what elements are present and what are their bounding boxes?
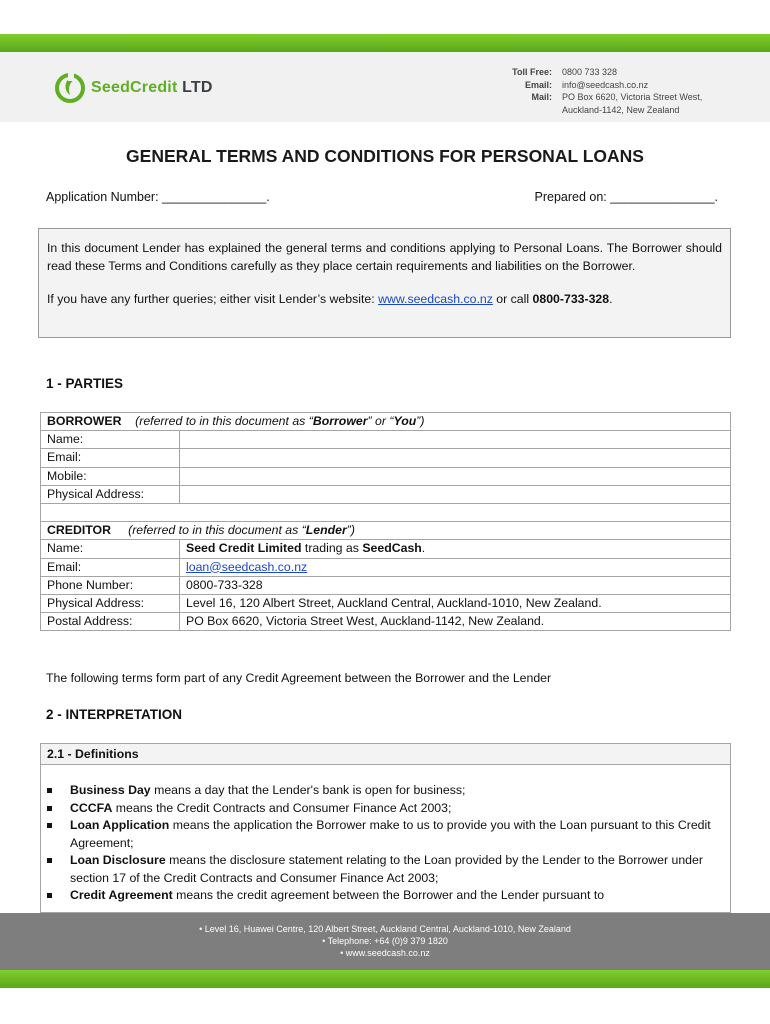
creditor-email-link[interactable]: loan@seedcash.co.nz [186,559,308,574]
toll-free-value: 0800 733 328 [562,67,618,77]
borrower-name-label: Name: [41,431,180,449]
creditor-physical-value: Level 16, 120 Albert Street, Auckland Central, Auckland-1010, New Zealand. [180,594,731,612]
table-row [41,431,731,449]
toll-free-label: Toll Free: [512,67,552,77]
definitions-box [40,743,731,913]
mail-label-blank [488,104,562,117]
creditor-physical-label: Physical Address: [41,594,180,612]
seed-logo-icon [55,73,85,103]
intro-phone: 0800-733-328 [532,292,610,306]
terms-preamble: The following terms form part of any Credit Agreement between the Borrower and the Lender [46,671,552,685]
creditor-header-row [41,522,731,540]
bottom-green-bar [0,970,770,988]
borrower-mobile-field[interactable] [180,467,731,485]
list-item: Business Day means a day that the Lender's bank is open for business; [41,782,721,800]
email-value: info@seedcash.co.nz [562,79,649,90]
contact-block [488,66,762,116]
website-link[interactable]: www.seedcash.co.nz [378,292,493,306]
creditor-name-label: Name: [41,540,180,558]
borrower-address-label: Physical Address: [41,485,180,503]
mail-value-line1: PO Box 6620, Victoria Street West, [562,92,703,102]
borrower-address-field[interactable] [180,485,731,503]
borrower-title: BORROWER [47,414,122,429]
borrower-header-row [41,413,731,431]
mail-label: Mail: [531,92,552,102]
creditor-title: CREDITOR [47,523,111,538]
intro-p2-prefix: If you have any further queries; either visit Lender’s website: [47,292,379,306]
borrower-reference: (referred to in this document as “Borrower” or “You”) [135,414,425,429]
table-row [41,449,731,467]
list-item: Loan Disclosure means the disclosure statement relating to the Loan provided by the Lender to the Borrower under section 17 of the Credit Contracts and Consumer Finance Act 2003; [41,852,721,887]
list-item: Loan Application means the application the Borrower make to us to provide you with the Loan pursuant to this Credit Agreement; [41,817,721,852]
spacer-row [41,503,731,521]
definitions-heading: 2.1 - Definitions [41,744,730,765]
logo-text-primary: SeedCredit [91,79,178,96]
page-footer [0,913,770,970]
creditor-email-label: Email: [41,558,180,576]
table-row [41,485,731,503]
table-row [41,613,731,631]
footer-website: • www.seedcash.co.nz [340,948,430,958]
table-row [41,594,731,612]
section-interpretation-heading: 2 - INTERPRETATION [46,707,183,722]
creditor-postal-value: PO Box 6620, Victoria Street West, Auckland-1142, New Zealand. [180,613,731,631]
creditor-name-value: Seed Credit Limited trading as SeedCash. [180,540,731,558]
intro-p2-mid: or call [492,292,533,306]
logo-text-ltd: LTD [182,79,213,96]
mail-value-line2: Auckland-1142, New Zealand [562,104,680,115]
creditor-reference: (referred to in this document as “Lender”) [128,523,355,538]
list-item: CCCFA means the Credit Contracts and Consumer Finance Act 2003; [41,800,721,818]
list-item: Credit Agreement means the credit agreement between the Borrower and the Lender pursuant to [41,887,721,905]
borrower-mobile-label: Mobile: [41,467,180,485]
parties-table [40,412,731,631]
document-title: GENERAL TERMS AND CONDITIONS FOR PERSONAL LOANS [126,146,644,166]
prepared-on: Prepared on: _______________. [534,190,718,204]
intro-paragraph: In this document Lender has explained the general terms and conditions applying to Personal Loans. The Borrower should read these Terms and Conditions carefully as they place certain requirements and liabilities on the Borrower. [47,241,722,273]
creditor-phone-value: 0800-733-328 [180,576,731,594]
table-row [41,540,731,558]
application-number: Application Number: _______________. [46,190,270,204]
intro-box [38,228,731,338]
borrower-name-field[interactable] [180,431,731,449]
intro-contact-paragraph [47,290,722,308]
footer-address: • Level 16, Huawei Centre, 120 Albert Street, Auckland Central, Auckland-1010, New Zealand [199,924,571,934]
borrower-email-field[interactable] [180,449,731,467]
company-logo [55,73,213,103]
footer-telephone: • Telephone: +64 (0)9 379 1820 [322,936,448,946]
table-row [41,558,731,576]
definitions-list [41,782,721,905]
table-row [41,576,731,594]
logo-wordmark [91,79,213,97]
intro-p2-end: . [609,292,613,306]
creditor-phone-label: Phone Number: [41,576,180,594]
table-row [41,467,731,485]
top-green-bar [0,34,770,52]
section-parties-heading: 1 - PARTIES [46,376,124,391]
email-label: Email: [524,79,552,90]
creditor-postal-label: Postal Address: [41,613,180,631]
borrower-email-label: Email: [41,449,180,467]
